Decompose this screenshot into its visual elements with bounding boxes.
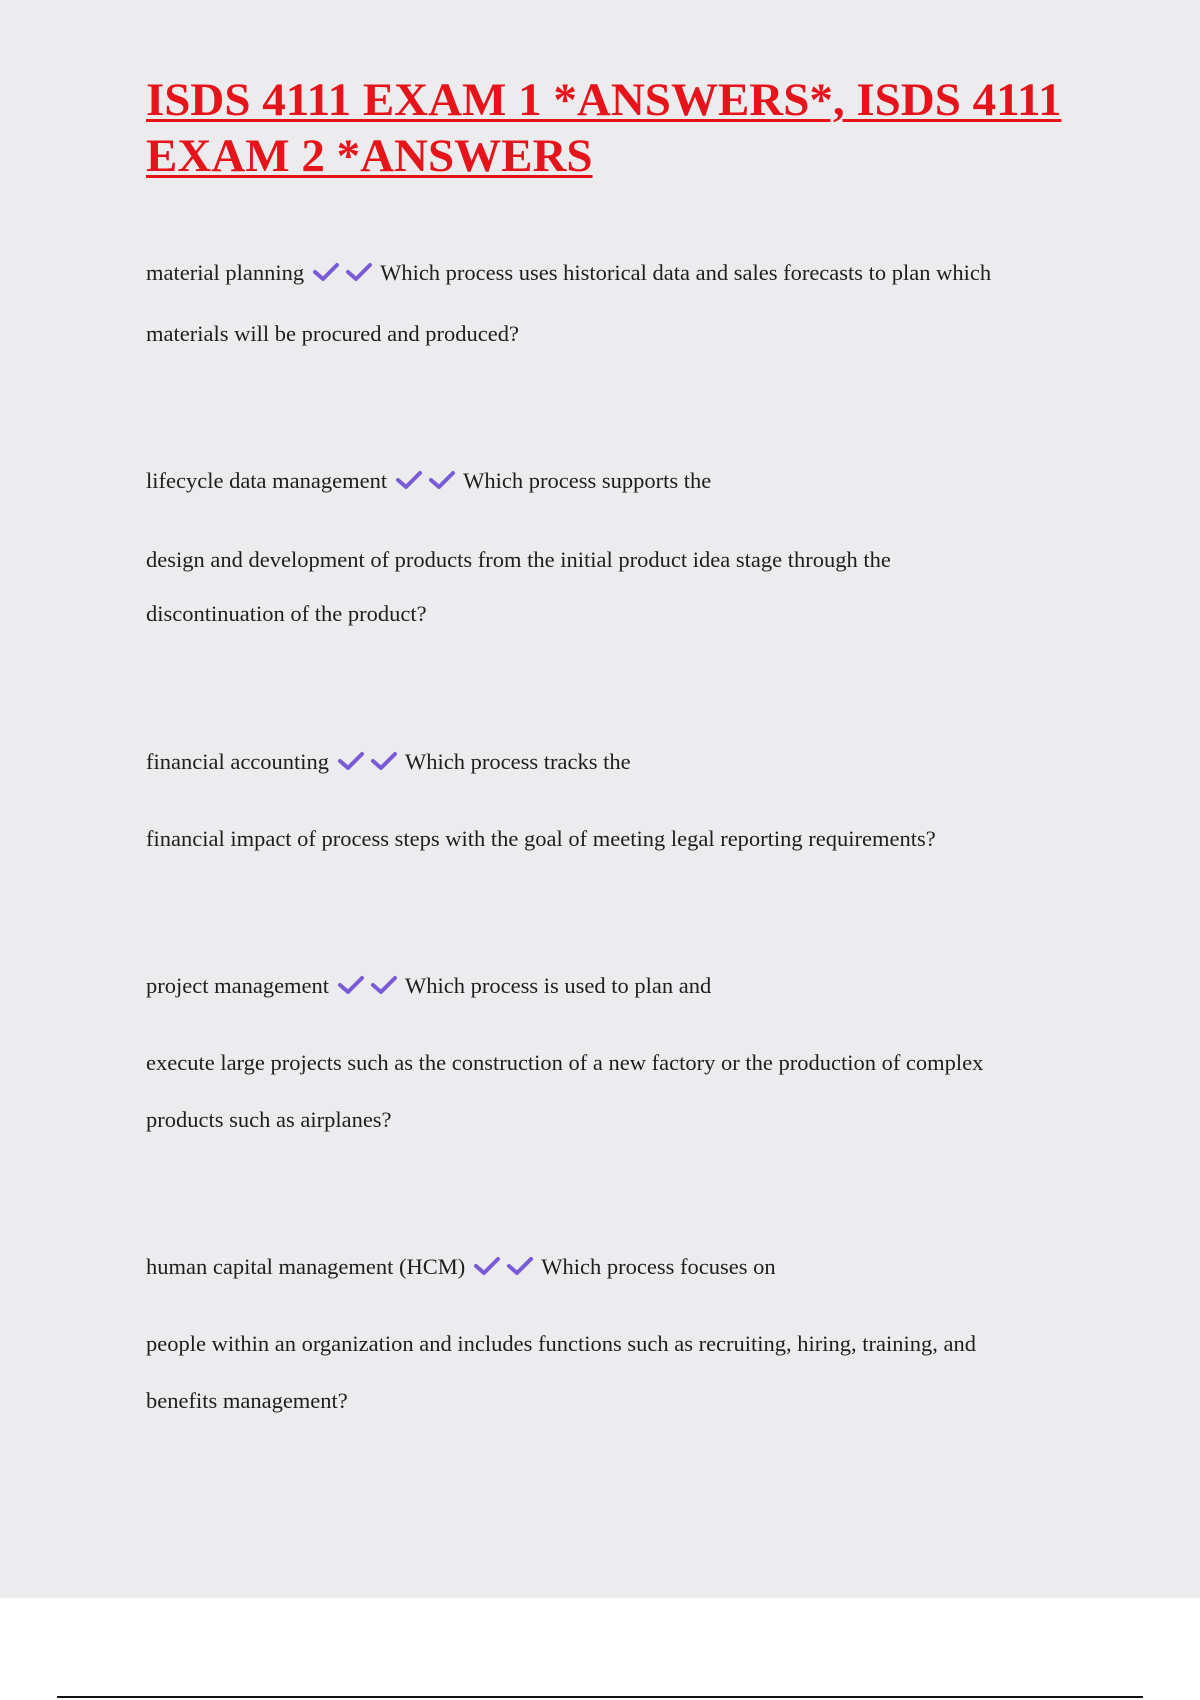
check-icon [506, 1255, 534, 1277]
qa-item-material-planning [146, 259, 991, 290]
question-text-continued: products such as airplanes? [146, 1107, 392, 1132]
qa-item-lifecycle-data-management [146, 467, 711, 498]
footer-divider [57, 1696, 1143, 1698]
qa-item-human-capital-management [146, 1253, 776, 1284]
question-text-continued: design and development of products from the initial product idea stage through the [146, 547, 891, 572]
check-icon [337, 750, 365, 772]
check-icon [370, 974, 398, 996]
check-icon [345, 261, 373, 283]
document-title: ISDS 4111 EXAM 1 *ANSWERS*, ISDS 4111 EXAM 2 *ANSWERS [146, 74, 1062, 182]
check-marks [337, 974, 403, 1003]
question-text: Which process focuses on [541, 1254, 776, 1279]
question-text-continued: benefits management? [146, 1388, 348, 1413]
check-icon [395, 469, 423, 491]
check-marks [395, 469, 461, 498]
check-icon [473, 1255, 501, 1277]
answer-text: financial accounting [146, 749, 330, 774]
answer-text: material planning [146, 260, 305, 285]
question-text: Which process tracks the [405, 749, 631, 774]
check-marks [337, 750, 403, 779]
check-marks [473, 1255, 539, 1284]
qa-item-project-management [146, 972, 711, 1003]
question-text-continued: materials will be procured and produced? [146, 321, 519, 346]
check-icon [370, 750, 398, 772]
check-icon [428, 469, 456, 491]
answer-text: human capital management (HCM) [146, 1254, 466, 1279]
qa-item-financial-accounting [146, 748, 631, 779]
check-icon [312, 261, 340, 283]
answer-text: project management [146, 973, 330, 998]
question-text-continued: discontinuation of the product? [146, 601, 427, 626]
question-text-continued: people within an organization and includes functions such as recruiting, hiring, training, and [146, 1331, 977, 1356]
check-marks [312, 261, 378, 290]
question-text: Which process is used to plan and [405, 973, 712, 998]
question-text: Which process uses historical data and sales forecasts to plan which [380, 260, 992, 285]
question-text-continued: execute large projects such as the construction of a new factory or the production of complex [146, 1050, 984, 1075]
question-text-continued: financial impact of process steps with the goal of meeting legal reporting requirements? [146, 826, 936, 851]
question-text: Which process supports the [463, 468, 712, 493]
check-icon [337, 974, 365, 996]
answer-text: lifecycle data management [146, 468, 388, 493]
